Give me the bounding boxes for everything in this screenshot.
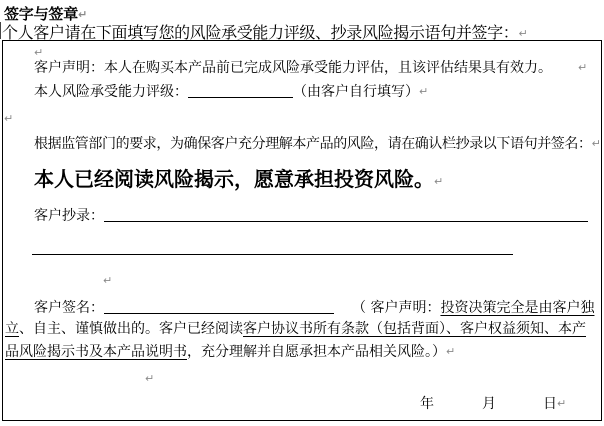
empty-paragraph xyxy=(103,272,112,290)
legal-plain-3: ，充分理解并自愿承担本产品相关风险。） xyxy=(187,344,446,360)
signature-form-box xyxy=(2,40,602,421)
legal-underlined-3: 品风险揭示书及本产品说明书 xyxy=(5,344,187,360)
empty-paragraph xyxy=(145,370,154,388)
signature-line-3 xyxy=(5,343,455,361)
signature-label: 客户签名： xyxy=(34,300,104,316)
paragraph-mark-icon: ↵ xyxy=(578,61,588,74)
paragraph-mark-icon: ↵ xyxy=(518,27,528,40)
paragraph-mark-icon: ↵ xyxy=(145,372,155,385)
paragraph-mark-icon: ↵ xyxy=(446,345,456,358)
legal-underlined-2a: 立 xyxy=(5,321,19,337)
date-month-label: 月 xyxy=(482,396,496,412)
signature-line-1 xyxy=(34,299,594,317)
risk-rating-label: 本人风险承受能力评级： xyxy=(34,84,188,100)
client-copy-blank-field[interactable] xyxy=(104,207,588,222)
risk-statement-line xyxy=(34,168,443,193)
signature-blank-field[interactable] xyxy=(104,299,334,314)
paragraph-mark-icon: ↵ xyxy=(34,46,44,59)
client-declaration-text: 客户声明：本人在购买本产品前已完成风险承受能力评估，且该评估结果具有效力。 xyxy=(34,60,552,76)
paragraph-mark-icon: ↵ xyxy=(78,8,88,21)
client-declaration-line xyxy=(34,59,587,77)
paragraph-mark-icon: ↵ xyxy=(103,274,113,287)
risk-rating-blank-field[interactable] xyxy=(188,83,293,98)
client-copy-line xyxy=(34,207,588,225)
date-line xyxy=(420,395,566,413)
client-copy-label: 客户抄录： xyxy=(34,208,104,224)
paragraph-mark-icon: ↵ xyxy=(434,175,444,188)
paren-declaration-open: （ 客户声明： xyxy=(352,300,441,316)
signature-line-2 xyxy=(5,321,586,338)
legal-underlined-1: 投资决策完全是由客户独 xyxy=(440,300,595,316)
date-year-label: 年 xyxy=(420,396,434,412)
legal-plain-2: 、自主、谨慎做出的。客户已经阅读 xyxy=(19,321,243,337)
paragraph-mark-icon: ↵ xyxy=(419,85,429,98)
risk-rating-line xyxy=(34,83,428,101)
paragraph-mark-icon: ↵ xyxy=(4,112,14,125)
instruction-line xyxy=(34,135,600,153)
section-heading-text: 签字与签章 xyxy=(4,5,79,23)
client-copy-blank-field-line2[interactable] xyxy=(32,239,513,255)
empty-paragraph xyxy=(4,110,13,128)
legal-underlined-2b: 客户协议书所有条款（包括背面）、客户权益须知、本产 xyxy=(243,321,586,337)
risk-statement-text: 本人已经阅读风险揭示，愿意承担投资风险。 xyxy=(34,167,434,191)
paragraph-mark-icon: ↵ xyxy=(557,397,567,410)
date-day-label: 日 xyxy=(543,396,557,412)
risk-rating-note: （由客户自行填写） xyxy=(293,84,419,100)
intro-text: 个人客户请在下面填写您的风险承受能力评级、抄录风险揭示语句并签字： xyxy=(2,23,519,42)
change-bar xyxy=(0,22,1,39)
paragraph-mark-icon: ↵ xyxy=(591,137,601,150)
instruction-text: 根据监管部门的要求，为确保客户充分理解本产品的风险，请在确认栏抄录以下语句并签名： xyxy=(34,136,592,152)
